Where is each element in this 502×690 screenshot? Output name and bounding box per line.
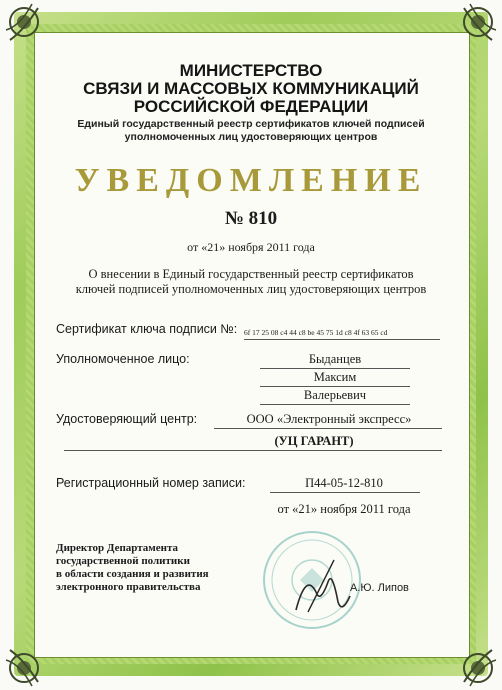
certificate-content	[34, 32, 468, 656]
signer-position-line: в области создания и развития	[56, 568, 209, 580]
signer-position-line: государственной политики	[56, 555, 190, 567]
signer-position-line: электронного правительства	[56, 581, 201, 593]
person-label: Уполномоченное лицо:	[56, 352, 190, 366]
subject-line: ключей подписей уполномоченных лиц удостоверяющих центров	[75, 282, 427, 296]
reg-label: Регистрационный номер записи:	[56, 476, 246, 490]
underline	[260, 368, 410, 369]
underline	[260, 386, 410, 387]
underline	[270, 492, 420, 493]
registry-line: Единый государственный реестр сертификатов ключей подписей	[77, 118, 425, 130]
cert-label: Сертификат ключа подписи №:	[56, 322, 238, 336]
notice-number	[34, 208, 468, 230]
cert-value: 6f 17 25 08 c4 44 c8 be 45 75 1d c8 4f 63 65 cd	[244, 328, 388, 337]
ministry-line: МИНИСТЕРСТВО	[179, 61, 323, 80]
underline	[260, 404, 410, 405]
signer-position	[56, 542, 236, 594]
registry-subtitle	[34, 118, 468, 144]
reg-value: П44-05-12-810	[305, 476, 383, 490]
notice-subject	[34, 267, 468, 297]
person-name: Максим	[313, 370, 357, 384]
center-label: Удостоверяющий центр:	[56, 412, 198, 426]
underline	[214, 428, 442, 429]
reg-date: от «21» ноября 2011 года	[277, 502, 411, 516]
ministry-header	[34, 62, 468, 116]
underline	[244, 339, 440, 340]
signer-name: А.Ю. Липов	[350, 582, 409, 594]
ministry-line: РОССИЙСКОЙ ФЕДЕРАЦИИ	[133, 97, 369, 116]
handwritten-signature-icon	[288, 552, 358, 622]
signer-position-line: Директор Департамента	[56, 542, 179, 554]
subject-line: О внесении в Единый государственный реестр сертификатов	[88, 267, 414, 281]
registry-line: уполномоченных лиц удостоверяющих центров	[124, 131, 378, 143]
notice-title: УВЕДОМЛЕНИЕ	[74, 162, 428, 199]
number-sign: №	[224, 208, 244, 229]
person-patronymic: Валерьевич	[303, 388, 367, 402]
notice-date: от «21» ноября 2011 года	[187, 240, 315, 254]
center-alias: (УЦ ГАРАНТ)	[274, 434, 354, 448]
ministry-line: СВЯЗИ И МАССОВЫХ КОММУНИКАЦИЙ	[83, 79, 419, 98]
underline	[64, 450, 442, 451]
number-value: 810	[248, 208, 278, 229]
center-name: ООО «Электронный экспресс»	[246, 412, 412, 426]
person-surname: Быданцев	[308, 352, 362, 366]
